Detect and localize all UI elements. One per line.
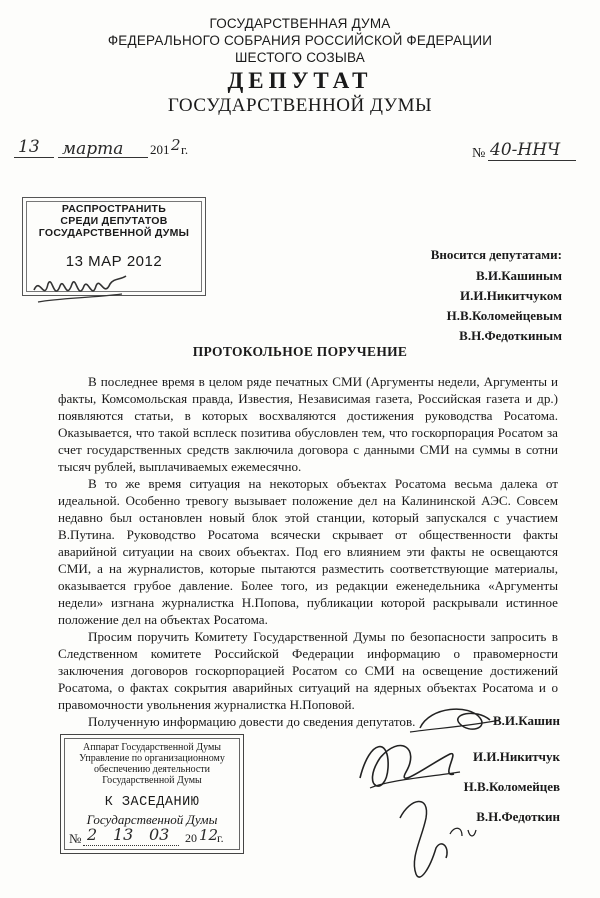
stamp-distribute-line-1: РАСПРОСТРАНИТЬ [61, 203, 167, 215]
document-body [58, 373, 558, 730]
stamp-distribute-date: 13 МАР 2012 [65, 253, 163, 270]
date-month-underline [58, 157, 148, 158]
stamp-session-title: К ЗАСЕДАНИЮ [104, 795, 200, 810]
submitted-by-label: Вносится депутатами: [430, 247, 562, 262]
stamp-session-num-day: 2 [87, 825, 98, 844]
stamp-session-subtitle: Государственной Думы [86, 812, 218, 827]
date-year-digit: 2 [171, 136, 181, 154]
document-number: 40-ННЧ [490, 140, 561, 160]
stamp-session-line-1: Аппарат Государственной Думы [83, 742, 221, 753]
stamp-session-line-3: обеспечению деятельности [93, 764, 210, 775]
stamp-session-line-4: Государственной Думы [102, 775, 202, 786]
signatory-2: И.И.Никитчук [472, 749, 560, 764]
handwritten-signatures [350, 698, 600, 898]
header-title: ДЕПУТАТ [227, 68, 373, 93]
stamp-session-num-label: № [69, 831, 82, 846]
stamp-session [60, 734, 244, 854]
paragraph-1: В последнее время в целом ряде печатных СМИ (Аргументы недели, Аргументы и факты, Комсомольская правда, Известия, Независимая газета, Российская газета и др.) появляются статьи, в которых восхваляются достижения руководства Росатома. Оказывается, что такой всплеск позитива обусловлен тем, что госкорпорация Росатом за счет государственных средств заключила договора с данными СМИ на суммы в сотни тысяч рублей, выплачиваемых ежемесячно. [58, 374, 558, 474]
paragraph-4: Полученную информацию довести до сведения депутатов. [88, 714, 416, 729]
document-title: ПРОТОКОЛЬНОЕ ПОРУЧЕНИЕ [192, 344, 408, 359]
submitted-by-name-2: И.И.Никитчуком [460, 288, 562, 303]
number-underline [488, 160, 576, 161]
submitted-by-name-1: В.И.Кашиным [476, 268, 562, 283]
paragraph-2: В то же время ситуация на некоторых объектах Росатома весьма далека от идеальной. Особенно тревогу вызывает положение дел на Калининской АЭС. Совсем недавно был остановлен новый блок этой станции, который запускался с участием В.Путина. Руководство Росатома всячески скрывает от общественности факты аварийной ситуации на своих объектах. Под его влиянием эти факты не освещаются СМИ, а на журналистов, которые пытаются разместить соответствующие материалы, оказывается грубое давление. Более того, из редакции еженедельника «Аргументы недели» изгнана журналистка Н.Попова, публикации которой раскрывали истинное положение дел на объектах Росатома. [58, 476, 558, 627]
paragraph-3: Просим поручить Комитету Государственной Думы по безопасности запросить в Следственном комитете Российской Федерации информацию о правомерности заключения договоров госкорпорацией Росатом со СМИ на освещение достижений Росатома, о фактах сокрытия аварийных ситуаций на ядерных объектах Росатома и о правомочности увольнения журналистка Н.Поповой. [58, 629, 558, 712]
signatory-1: В.И.Кашин [493, 713, 560, 728]
stamp-session-num-year-val: 03 [149, 825, 170, 844]
stamp-distribute-line-2: СРЕДИ ДЕПУТАТОВ [60, 215, 168, 227]
stamp-session-num-underline [83, 845, 179, 846]
stamp-session-year-hand: 12 [199, 826, 219, 844]
stamp-session-year-suffix: г. [217, 831, 224, 845]
signatory-3: Н.В.Коломейцев [463, 779, 560, 794]
stamp-session-year-prefix: 20 [185, 831, 197, 845]
date-month: марта [62, 139, 124, 159]
signatory-4: В.Н.Федоткин [476, 809, 560, 824]
date-year-suffix: г. [181, 142, 189, 157]
submitted-by-name-4: В.Н.Федоткиным [459, 328, 562, 343]
header-line-1: ГОСУДАРСТВЕННАЯ ДУМА [209, 16, 391, 31]
stamp-session-line-2: Управление по организационному [79, 753, 225, 764]
header-line-2: ФЕДЕРАЛЬНОГО СОБРАНИЯ РОССИЙСКОЙ ФЕДЕРАЦИИ [107, 33, 493, 48]
stamp-distribute-line-3: ГОСУДАРСТВЕННОЙ ДУМЫ [38, 227, 190, 239]
date-day-underline [14, 157, 54, 158]
date-day: 13 [18, 137, 40, 157]
stamp-session-num-month: 13 [113, 825, 134, 844]
handwritten-initials-signature [30, 272, 140, 312]
date-year-prefix: 201 [150, 142, 170, 157]
number-label: № [472, 146, 486, 161]
submitted-by-name-3: Н.В.Коломейцевым [446, 308, 562, 323]
header-subtitle: ГОСУДАРСТВЕННОЙ ДУМЫ [167, 95, 433, 116]
header-line-3: ШЕСТОГО СОЗЫВА [234, 50, 366, 65]
